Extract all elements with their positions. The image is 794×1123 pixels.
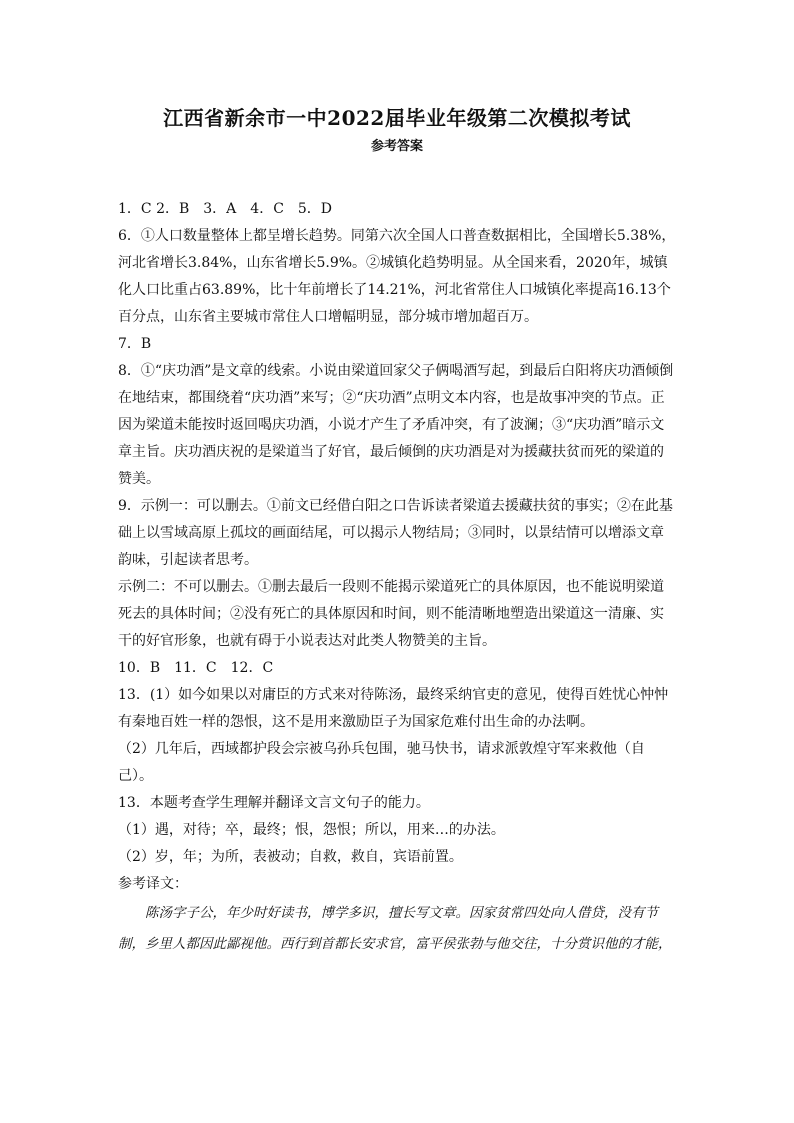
answer-13-note-2: （2）岁，年；为所，表被动；自救，救自，宾语前置。 (118, 849, 463, 865)
answer-13-2: （2）几年后，西域都护段会宗被乌孙兵包围，驰马快书，请求派敦煌守军来救他（自己）。 (118, 741, 645, 784)
answer-10-12: 10．B 11．C 12．C (118, 660, 274, 676)
answer-1-5: 1．C 2．B 3．A 4．C 5．D (118, 201, 333, 217)
answer-6: 6．①人口数量整体上都呈增长趋势。同第六次全国人口普查数据相比，全国增长5.38%，河北省增长3.84%，山东省增长5.9%。②城镇化趋势明显。从全国来看，2020年，城镇化人口比重占63.89%，比十年前增长了14.21%，河北省常住人口城镇化率提高16.13个百分点，山东省主要城市常住人口增幅明显，部分城市增加超百万。 (118, 228, 676, 325)
answer-13-1: 13．(1）如今如果以对庸臣的方式来对待陈汤，最终采纳官吏的意见，使得百姓忧心忡忡有秦地百姓一样的怨恨，这不是用来激励臣子为国家危难付出生命的办法啊。 (118, 687, 669, 730)
reference-translation-label: 参考译文： (118, 876, 188, 892)
answer-13-note: 13．本题考查学生理解并翻译文言文句子的能力。 (118, 795, 430, 811)
answer-9-example-1: 9．示例一：可以删去。①前文已经借白阳之口告诉读者梁道去援藏扶贫的事实；②在此基础上以雪域高原上孤坟的画面结尾，可以揭示人物结局；③同时，以景结情可以增添文章韵味，引起读者思考。 (118, 498, 673, 568)
reference-translation-text: 陈汤字子公，年少时好读书，博学多识，擅长写文章。因家贫常四处向人借贷，没有节制，乡里人都因此鄙视他。西行到首都长安求官，富平侯张勃与他交往，十分赏识他的才能， (118, 905, 672, 952)
document-subtitle: 参考答案 (370, 139, 423, 154)
answer-7: 7．B (118, 336, 152, 352)
answer-content (118, 196, 676, 960)
document-title: 江西省新余市一中2022届毕业年级第二次模拟考试 (163, 106, 631, 130)
answer-8: 8．①“庆功酒”是文章的线索。小说由梁道回家父子俩喝酒写起，到最后白阳将庆功酒倾倒在地结束，都围绕着“庆功酒”来写；②“庆功酒”点明文本内容，也是故事冲突的节点。正因为梁道未能按时返回喝庆功酒，小说才产生了矛盾冲突，有了波澜；③“庆功酒”暗示文章主旨。庆功酒庆祝的是梁道当了好官，最后倾倒的庆功酒是对为援藏扶贫而死的梁道的赞美。 (118, 363, 674, 487)
answer-13-note-1: （1）遇，对待；卒，最终；恨，怨恨；所以，用来…的办法。 (118, 822, 505, 838)
answer-9-example-2: 示例二：不可以删去。①删去最后一段则不能揭示梁道死亡的具体原因，也不能说明梁道死去的具体时间；②没有死亡的具体原因和时间，则不能清晰地塑造出梁道这一清廉、实干的好官形象，也就有碍于小说表达对此类人物赞美的主旨。 (118, 579, 664, 649)
